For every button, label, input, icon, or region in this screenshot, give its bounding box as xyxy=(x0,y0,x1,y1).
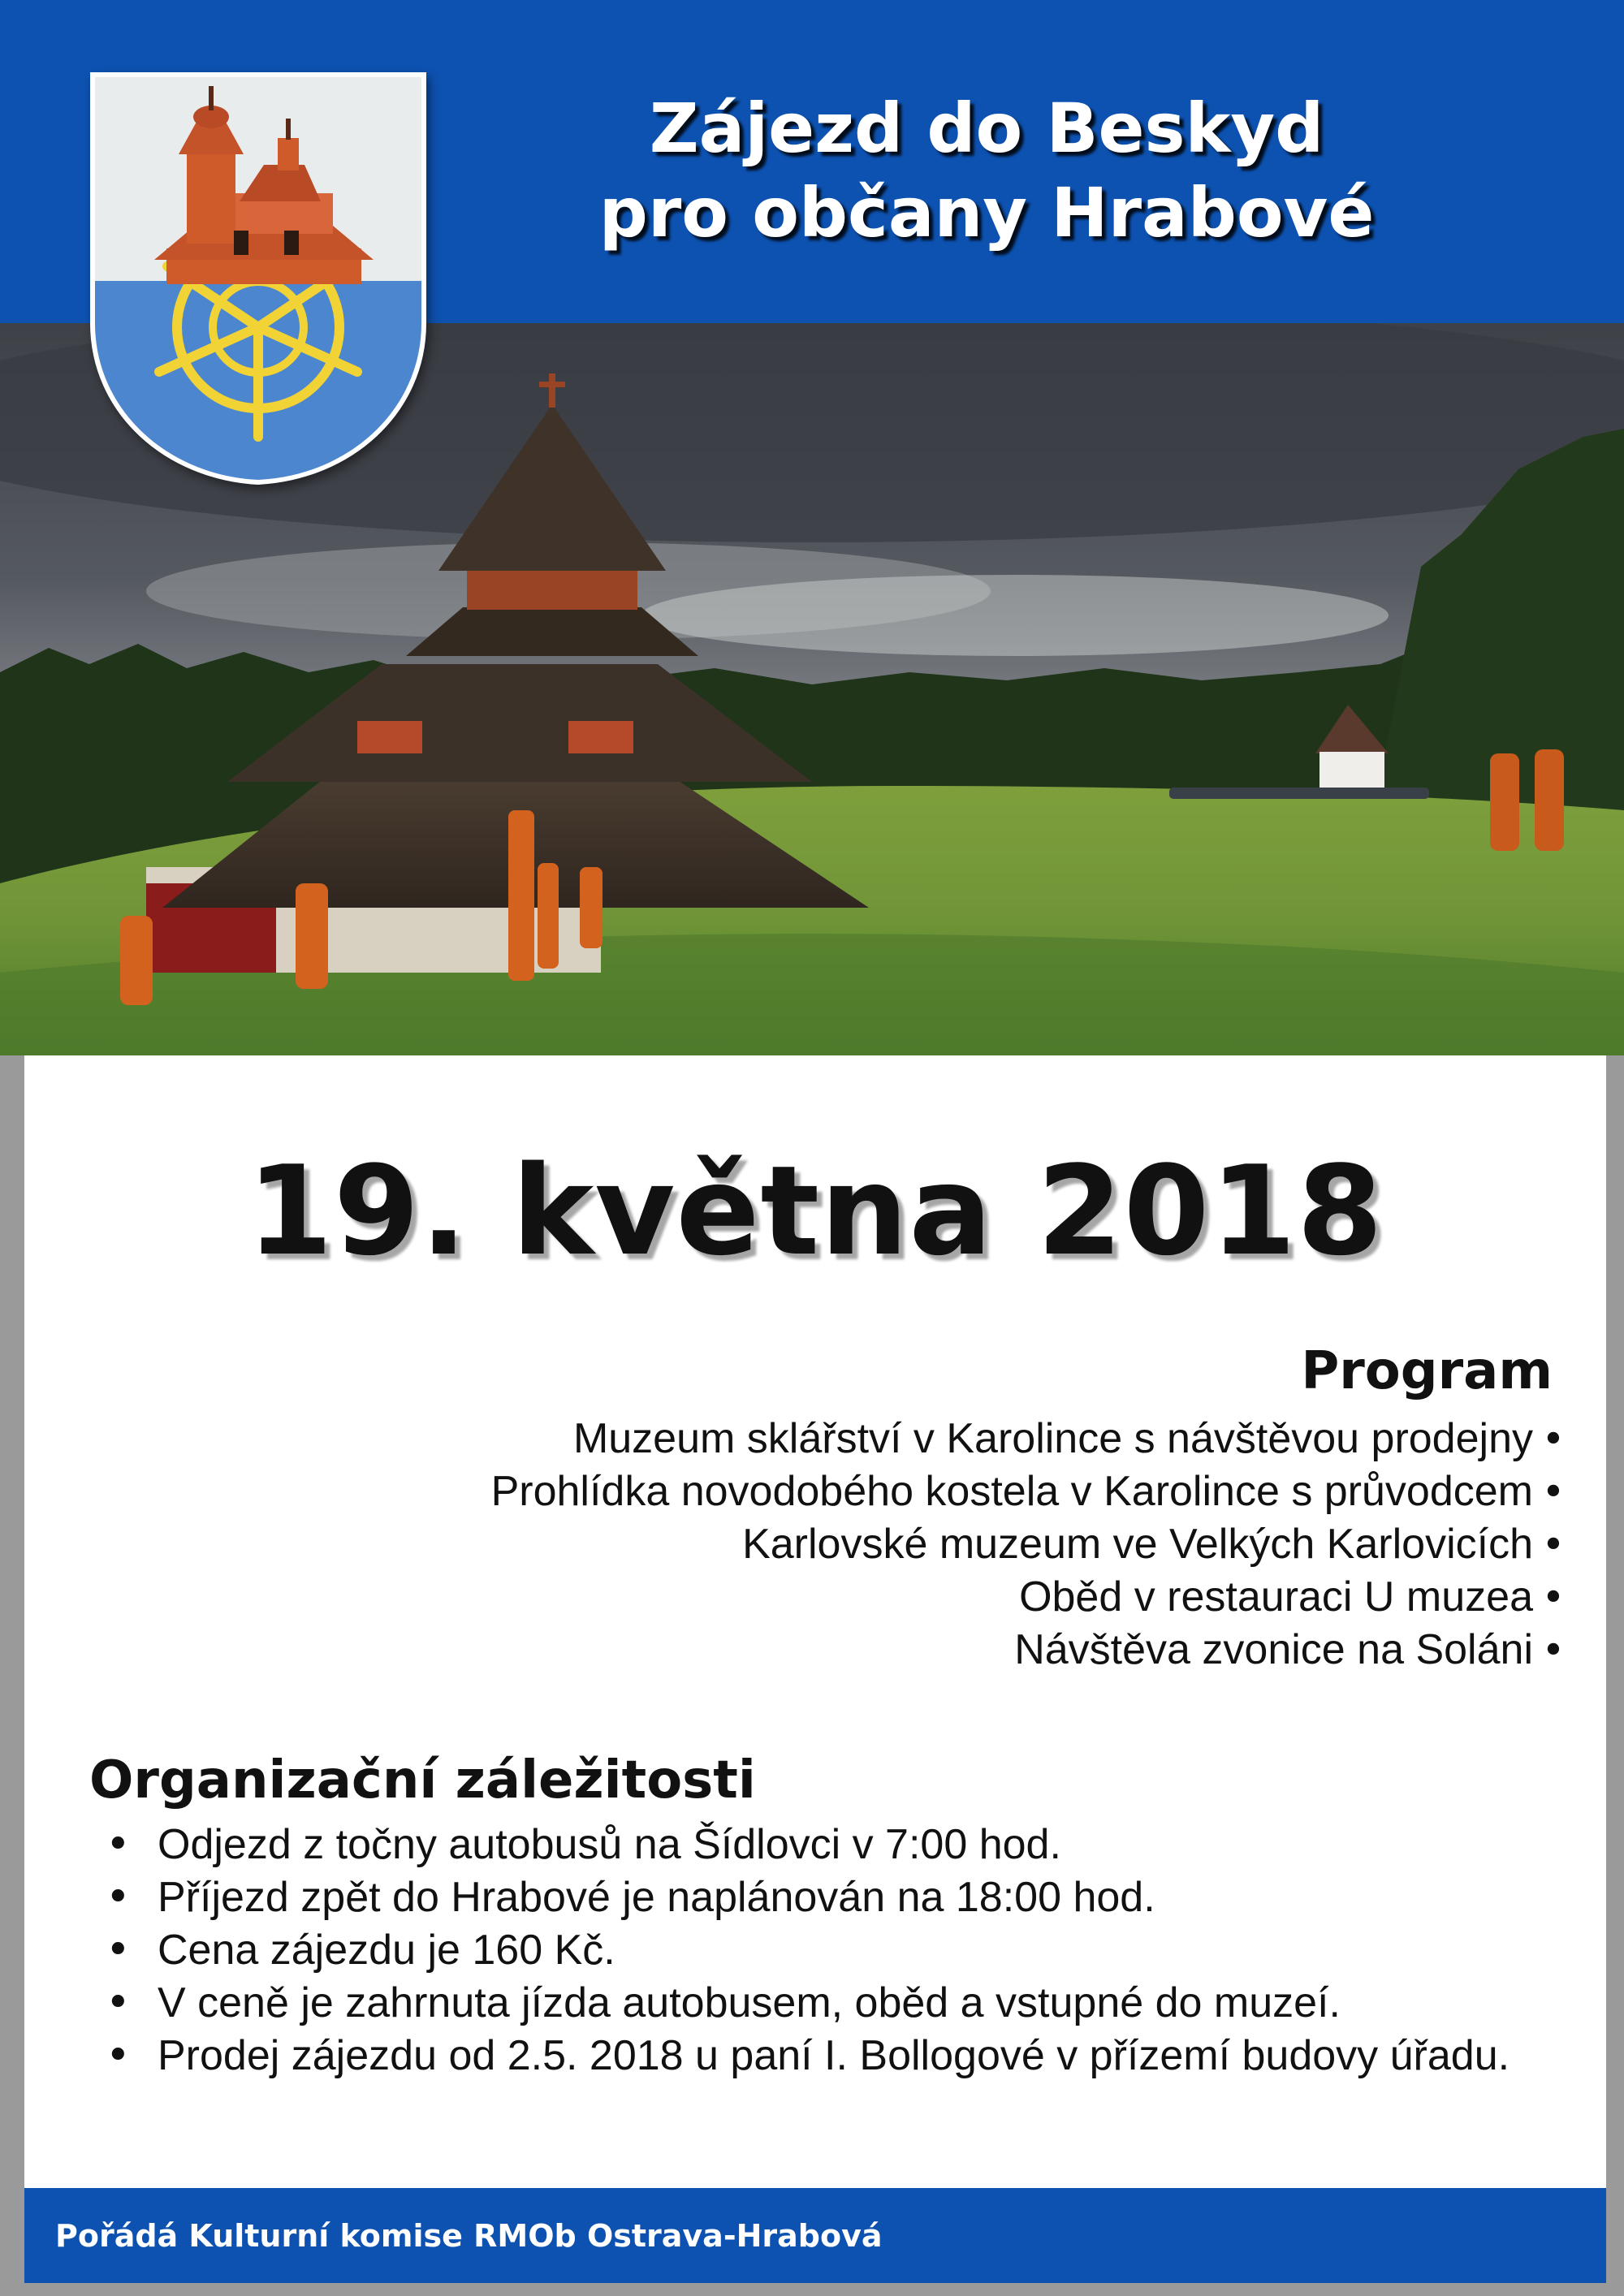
program-heading: Program xyxy=(1301,1341,1553,1401)
program-item: Oběd v restauraci U muzea • xyxy=(356,1571,1574,1624)
content-panel xyxy=(24,1055,1606,2188)
program-item: Karlovské muzeum ve Velkých Karlovicích • xyxy=(356,1518,1574,1571)
program-item: Prohlídka novodobého kostela v Karolince s průvodcem • xyxy=(356,1465,1574,1518)
bullet-icon: • xyxy=(1541,1416,1566,1462)
program-item: Návštěva zvonice na Soláni • xyxy=(356,1624,1574,1677)
title-line-1: Zájezd do Beskyd xyxy=(649,88,1324,168)
title-line-2: pro občany Hrabové xyxy=(598,173,1375,252)
program-item: Muzeum sklářství v Karolince s návštěvou prodejny • xyxy=(356,1413,1574,1465)
organization-item: • V ceně je zahrnuta jízda autobusem, oběd a vstupné do muzeí. xyxy=(106,1977,1616,2030)
organization-item: • Příjezd zpět do Hrabové je naplánován na 18:00 hod. xyxy=(106,1871,1616,1924)
organization-heading: Organizační záležitosti xyxy=(89,1750,756,1810)
organizer-credit: Pořádá Kulturní komise RMOb Ostrava-Hrabová xyxy=(55,2218,883,2254)
bullet-icon: • xyxy=(106,1926,131,1974)
bullet-icon: • xyxy=(106,1979,131,2027)
footer-band xyxy=(24,2188,1606,2283)
bullet-icon: • xyxy=(106,1820,131,1869)
event-date: 19. května 2018 xyxy=(247,1139,1384,1283)
bullet-icon: • xyxy=(106,1873,131,1922)
poster-title xyxy=(568,86,1405,255)
bullet-icon: • xyxy=(1541,1469,1566,1515)
bullet-icon: • xyxy=(1541,1574,1566,1621)
program-list xyxy=(356,1413,1574,1677)
bullet-icon: • xyxy=(1541,1521,1566,1568)
organization-item: • Prodej zájezdu od 2.5. 2018 u paní I. Bollogové v přízemí budovy úřadu. xyxy=(106,2030,1616,2082)
bullet-icon: • xyxy=(1541,1627,1566,1673)
hrabova-coat-of-arms-icon xyxy=(89,71,427,486)
organization-item: • Odjezd z točny autobusů na Šídlovci v 7:00 hod. xyxy=(106,1819,1616,1871)
organization-list xyxy=(106,1819,1616,2082)
organization-item: • Cena zájezdu je 160 Kč. xyxy=(106,1924,1616,1977)
bullet-icon: • xyxy=(106,2031,131,2080)
